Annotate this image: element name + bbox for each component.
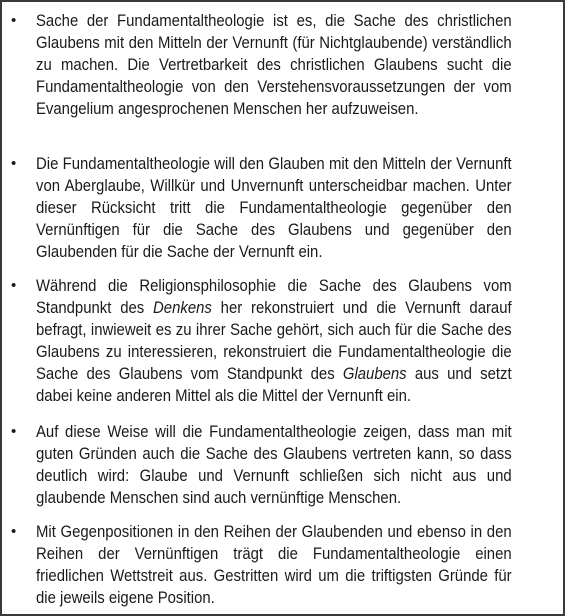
bullet-icon: • [11,12,17,29]
paragraph-5: Mit Gegenpositionen in den Reihen der Glaubenden und ebenso in den Reihen der Vernünftigen trägt die Fundamentaltheologie einen friedlichen Wettstreit aus. Gestritten wird um die triftigsten Gründe für die jeweils eigene Position. [36,523,512,607]
emphasis-denkens: Denkens [153,299,212,317]
bullet-icon: • [11,277,17,294]
paragraph-3-text-b: her rekonstruiert und die Vernunft darauf befragt, inwieweit es zu ihrer Sache gehört, sich auch für die Sache des Glaubens zu interessieren, rekonstruiert die Fundamentaltheologie die Sache des Glaubens vom Standpunkt des [36,299,512,383]
list-item [11,521,553,609]
paragraph-4: Auf diese Weise will die Fundamentaltheologie zeigen, dass man mit guten Gründen auch die Sache des Glaubens vertreten kann, so dass deutlich wird: Glaube und Vernunft schließen sich nicht aus und glaubende Menschen sind auch vernünftige Menschen. [36,423,512,507]
list-item [11,275,553,407]
bullet-icon: • [11,423,17,440]
paragraph-2: Die Fundamentaltheologie will den Glauben mit den Mitteln der Vernunft von Aberglaube, Willkür und Unvernunft unterscheidbar machen. Unter dieser Rücksicht tritt die Fundamentaltheologie gegenüber den Vernünftigen für die Sache des Glaubens und gegenüber den Glaubenden für die Sache der Vernunft ein. [36,155,512,261]
paragraph-3 [36,275,512,407]
paragraph-3-text-a: Während die Religionsphilosophie die Sache des Glaubens vom Standpunkt des [36,277,512,317]
paragraph-3-text-c: aus und setzt dabei keine anderen Mittel als die Mittel der Vernunft ein. [36,365,512,405]
paragraph-1: Sache der Fundamentaltheologie ist es, die Sache des christlichen Glaubens mit den Mitteln der Vernunft (für Nichtglaubende) verständlich zu machen. Die Vertretbarkeit des christlichen Glaubens sucht die Fundamentaltheologie von den Verstehensvoraussetzungen der vom Evangelium angesprochenen Menschen her aufzuweisen. [36,12,512,118]
bullet-icon: • [11,155,17,172]
list-item [11,10,553,120]
bullet-icon: • [11,523,17,540]
emphasis-glaubens: Glaubens [342,365,407,383]
list-item [11,421,553,509]
list-item [11,153,553,263]
